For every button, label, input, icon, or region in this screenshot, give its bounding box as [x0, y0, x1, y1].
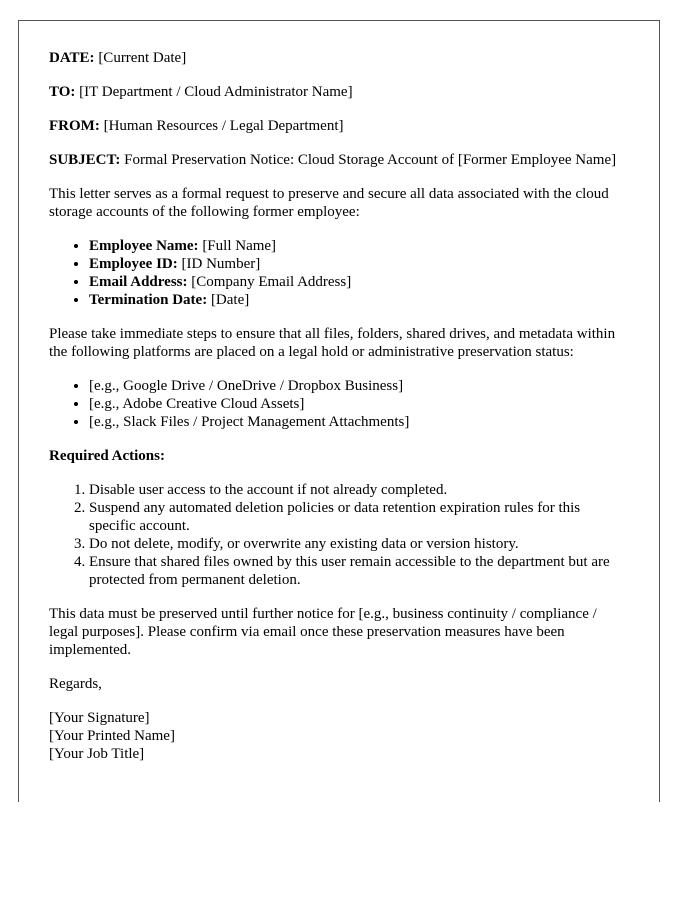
- intro-paragraph: This letter serves as a formal request to preserve and secure all data associated with the cloud storage accounts of the following former employee:: [49, 186, 609, 220]
- action-item: 2. Suspend any automated deletion policies or data retention expiration rules for this specific account.: [89, 499, 629, 535]
- email-address-label: Email Address:: [89, 274, 188, 290]
- printed-name-line: [Your Printed Name]: [49, 728, 175, 744]
- employee-detail-item: [89, 273, 629, 291]
- action-item: 3. Do not delete, modify, or overwrite any existing data or version history.: [89, 535, 629, 553]
- signature-line: [Your Signature]: [49, 710, 150, 726]
- job-title-line: [Your Job Title]: [49, 746, 145, 762]
- employee-detail-item: [89, 291, 629, 309]
- employee-detail-item: [89, 255, 629, 273]
- employee-id-label: Employee ID:: [89, 256, 178, 272]
- action-item: 4. Ensure that shared files owned by this user remain accessible to the department but are protected from permanent deletion.: [89, 553, 629, 589]
- platform-item: • [e.g., Adobe Creative Cloud Assets]: [89, 395, 629, 413]
- date-value: [Current Date]: [98, 50, 187, 66]
- platform-item: • [e.g., Google Drive / OneDrive / Dropbox Business]: [89, 377, 629, 395]
- date-label: DATE:: [49, 50, 95, 66]
- letter-document: [18, 20, 660, 802]
- employee-name-label: Employee Name:: [89, 238, 199, 254]
- action-item: 1. Disable user access to the account if not already completed.: [89, 481, 629, 499]
- required-actions-heading: Required Actions:: [49, 448, 165, 464]
- subject-value: Formal Preservation Notice: Cloud Storage Account of [Former Employee Name]: [124, 152, 617, 168]
- required-actions-list: [49, 481, 629, 589]
- employee-detail-item: [89, 237, 629, 255]
- to-label: TO:: [49, 84, 76, 100]
- employee-id-value: [ID Number]: [181, 256, 261, 272]
- employee-details-list: [49, 237, 629, 309]
- closing-paragraph: This data must be preserved until further notice for [e.g., business continuity / compliance / legal purposes]. Please confirm via email once these preservation measures have been implemented.: [49, 606, 597, 658]
- from-line: [49, 117, 629, 135]
- to-value: [IT Department / Cloud Administrator Name]: [79, 84, 353, 100]
- from-value: [Human Resources / Legal Department]: [103, 118, 344, 134]
- to-line: [49, 83, 629, 101]
- termination-date-value: [Date]: [210, 292, 250, 308]
- platforms-intro-paragraph: Please take immediate steps to ensure that all files, folders, shared drives, and metadata within the following platforms are placed on a legal hold or administrative preservation status:: [49, 326, 616, 360]
- subject-line: [49, 151, 629, 169]
- date-line: [49, 49, 629, 67]
- subject-label: SUBJECT:: [49, 152, 121, 168]
- signature-block: [49, 709, 629, 763]
- termination-date-label: Termination Date:: [89, 292, 208, 308]
- platforms-list: [49, 377, 629, 431]
- from-label: FROM:: [49, 118, 100, 134]
- platform-item: • [e.g., Slack Files / Project Management Attachments]: [89, 413, 629, 431]
- signoff: Regards,: [49, 676, 102, 692]
- employee-name-value: [Full Name]: [202, 238, 277, 254]
- email-address-value: [Company Email Address]: [191, 274, 352, 290]
